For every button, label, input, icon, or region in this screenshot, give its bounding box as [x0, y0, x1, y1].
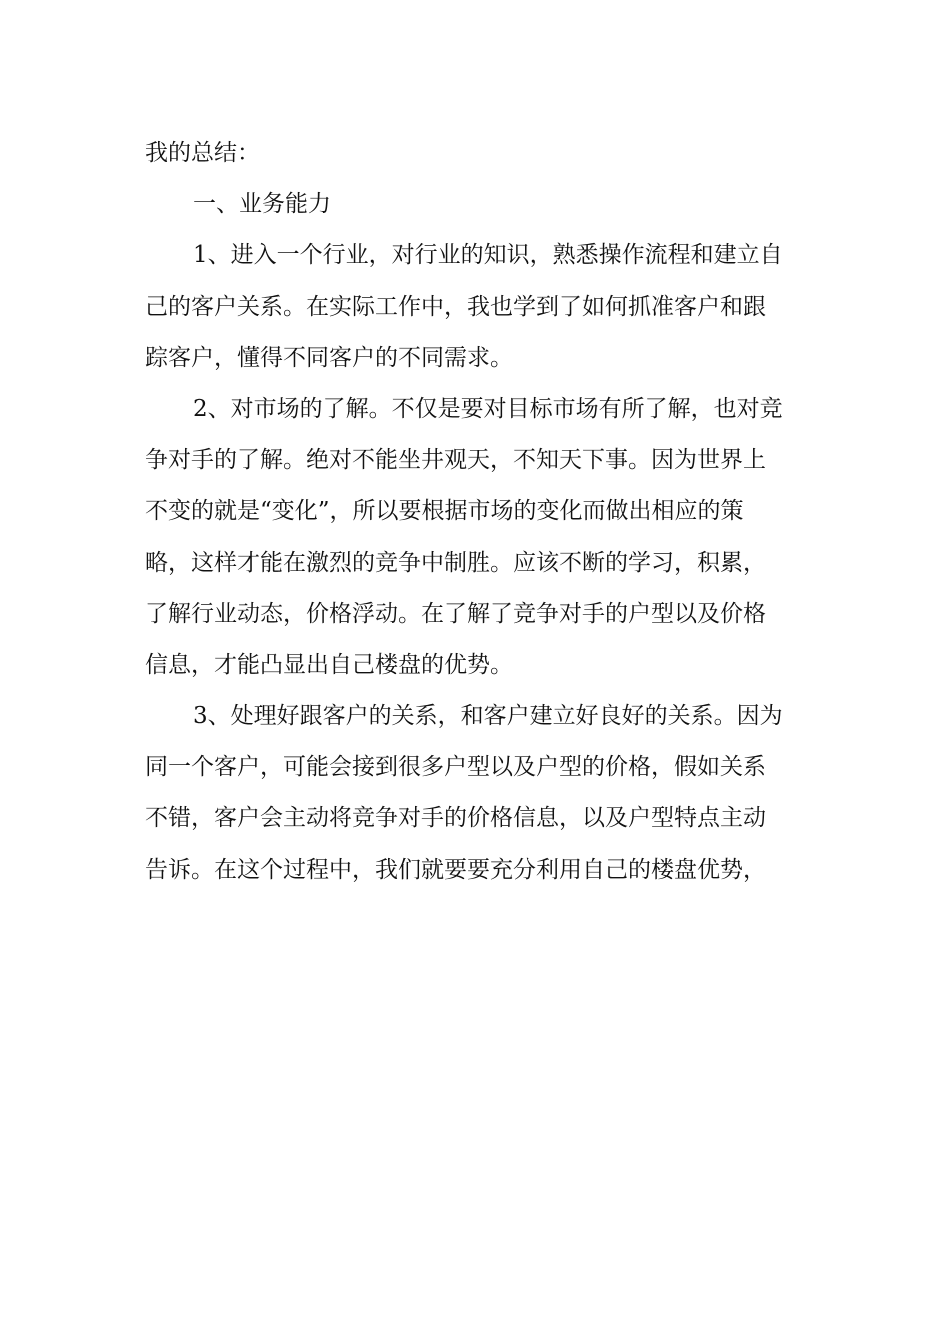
- paragraph-line: 1、进入一个行业，对行业的知识，熟悉操作流程和建立自: [193, 242, 783, 269]
- document-body: [145, 128, 809, 896]
- paragraph-line: 3、处理好跟客户的关系，和客户建立好良好的关系。因为: [193, 703, 783, 730]
- paragraph-line: 踪客户，懂得不同客户的不同需求。: [145, 344, 513, 371]
- paragraph-line: 了解行业动态，价格浮动。在了解了竞争对手的户型以及价格: [145, 600, 766, 627]
- paragraph-line: 略，这样才能在激烈的竞争中制胜。应该不断的学习，积累，: [145, 549, 766, 576]
- paragraph-line: 不错，客户会主动将竞争对手的价格信息，以及户型特点主动: [145, 805, 766, 832]
- paragraph-line: 告诉。在这个过程中，我们就要要充分利用自己的楼盘优势，: [145, 856, 766, 883]
- paragraph-line: 同一个客户，可能会接到很多户型以及户型的价格，假如关系: [145, 754, 766, 781]
- section-heading-business-ability: 一、业务能力: [193, 191, 331, 218]
- paragraph-line: 争对手的了解。绝对不能坐井观天，不知天下事。因为世界上: [145, 447, 766, 474]
- paragraph-line: 2、对市场的了解。不仅是要对目标市场有所了解，也对竞: [193, 395, 783, 422]
- paragraph-line: 不变的就是“变化”，所以要根据市场的变化而做出相应的策: [145, 498, 744, 525]
- summary-heading: 我的总结：: [145, 140, 260, 166]
- paragraph-line: 己的客户关系。在实际工作中，我也学到了如何抓准客户和跟: [145, 293, 766, 320]
- paragraph-line: 信息，才能凸显出自己楼盘的优势。: [145, 651, 513, 678]
